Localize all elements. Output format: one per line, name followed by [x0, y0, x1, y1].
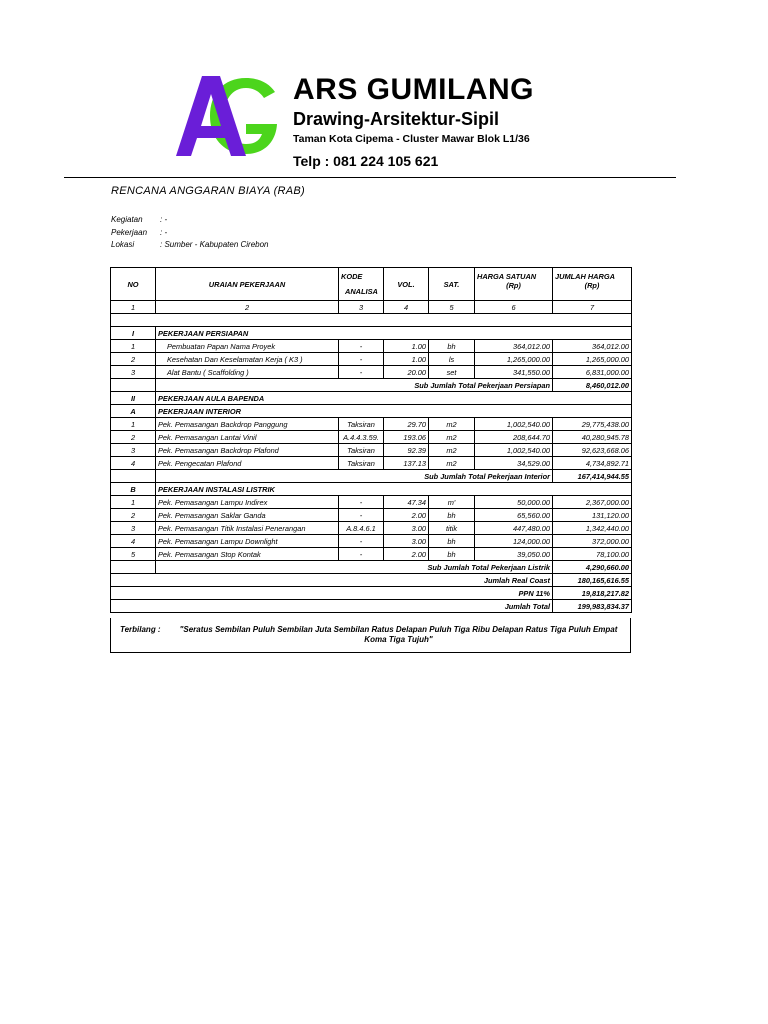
item-volume: 193.06: [384, 431, 429, 444]
company-phone: Telp : 081 224 105 621: [293, 153, 439, 169]
meta-row-kegiatan: [111, 214, 269, 227]
item-unit-price: 65,560.00: [475, 509, 553, 522]
rab-table-body: [111, 314, 632, 613]
total-row: [111, 600, 632, 613]
section-row: [111, 483, 632, 496]
section-row: [111, 392, 632, 405]
item-description: Pek. Pemasangan Backdrop Plafond: [156, 444, 339, 457]
item-unit-price: 124,000.00: [475, 535, 553, 548]
section-label: PEKERJAAN AULA BAPENDA: [156, 392, 632, 405]
item-kode: Taksiran: [339, 444, 384, 457]
table-row: [111, 548, 632, 561]
meta-label: Kegiatan: [111, 215, 143, 224]
total-label: PPN 11%: [111, 587, 553, 600]
col-header-jumlah: [553, 268, 632, 301]
item-description: Pek. Pemasangan Lampu Indirex: [156, 496, 339, 509]
item-volume: 1.00: [384, 353, 429, 366]
company-address: Taman Kota Cipema - Cluster Mawar Blok L1/36: [293, 133, 530, 145]
company-name: ARS GUMILANG: [293, 73, 534, 106]
empty-cell: [111, 379, 156, 392]
section-label: PEKERJAAN PERSIAPAN: [156, 327, 632, 340]
meta-value: : -: [160, 215, 168, 224]
total-value: 199,983,834.37: [553, 600, 632, 613]
total-row: [111, 574, 632, 587]
item-kode: -: [339, 509, 384, 522]
subtotal-row: [111, 561, 632, 574]
item-unit: bh: [429, 340, 475, 353]
table-row: [111, 457, 632, 470]
item-total: 364,012.00: [553, 340, 632, 353]
item-unit-price: 208,644.70: [475, 431, 553, 444]
col-header-no: NO: [111, 268, 156, 301]
item-number: 4: [111, 535, 156, 548]
item-kode: -: [339, 340, 384, 353]
item-unit: m2: [429, 431, 475, 444]
col-number: 5: [429, 301, 475, 314]
item-volume: 20.00: [384, 366, 429, 379]
item-number: 1: [111, 418, 156, 431]
table-row: [111, 444, 632, 457]
item-unit: ls: [429, 353, 475, 366]
col-number: 1: [111, 301, 156, 314]
subtotal-row: [111, 379, 632, 392]
item-number: 2: [111, 353, 156, 366]
section-row: [111, 327, 632, 340]
total-value: 19,818,217.82: [553, 587, 632, 600]
item-total: 131,120.00: [553, 509, 632, 522]
item-unit-price: 447,480.00: [475, 522, 553, 535]
item-number: 1: [111, 496, 156, 509]
item-description: Pek. Pemasangan Backdrop Panggung: [156, 418, 339, 431]
col-header-jumlah-line1: JUMLAH HARGA: [555, 272, 615, 281]
section-label: PEKERJAAN INSTALASI LISTRIK: [156, 483, 632, 496]
item-kode: A.4.4.3.59.: [339, 431, 384, 444]
item-unit: bh: [429, 548, 475, 561]
table-row: [111, 509, 632, 522]
item-unit-price: 341,550.00: [475, 366, 553, 379]
item-unit: m2: [429, 418, 475, 431]
item-number: 3: [111, 444, 156, 457]
col-header-sat: SAT.: [429, 268, 475, 301]
item-volume: 2.00: [384, 509, 429, 522]
subtotal-label: Sub Jumlah Total Pekerjaan Listrik: [156, 561, 553, 574]
col-header-kode-line2: ANALISA: [345, 287, 378, 296]
item-volume: 47.34: [384, 496, 429, 509]
item-unit-price: 364,012.00: [475, 340, 553, 353]
table-header-row: [111, 268, 632, 301]
item-total: 40,280,945.78: [553, 431, 632, 444]
item-unit: m2: [429, 444, 475, 457]
item-unit: set: [429, 366, 475, 379]
terbilang-label: Terbilang :: [120, 625, 161, 634]
section-number: B: [111, 483, 156, 496]
item-kode: -: [339, 535, 384, 548]
col-header-jumlah-line2: (Rp): [584, 281, 600, 290]
item-volume: 3.00: [384, 535, 429, 548]
item-unit: bh: [429, 535, 475, 548]
item-volume: 29.70: [384, 418, 429, 431]
col-header-kode-line1: KODE: [341, 272, 363, 281]
header-divider: [64, 177, 676, 178]
document-title: RENCANA ANGGARAN BIAYA (RAB): [111, 185, 306, 197]
item-number: 1: [111, 340, 156, 353]
item-number: 3: [111, 522, 156, 535]
empty-cell: [111, 561, 156, 574]
item-number: 2: [111, 431, 156, 444]
section-label: PEKERJAAN INTERIOR: [156, 405, 632, 418]
item-total: 6,831,000.00: [553, 366, 632, 379]
meta-row-lokasi: [111, 239, 269, 252]
total-value: 180,165,616.55: [553, 574, 632, 587]
table-row: [111, 366, 632, 379]
total-label: Jumlah Total: [111, 600, 553, 613]
item-description: Pek. Pemasangan Lampu Downlight: [156, 535, 339, 548]
blank-cell: [111, 314, 632, 327]
item-volume: 2.00: [384, 548, 429, 561]
item-unit: m': [429, 496, 475, 509]
item-volume: 92.39: [384, 444, 429, 457]
item-unit-price: 1,002,540.00: [475, 444, 553, 457]
item-description: Pek. Pemasangan Lantai Vinil: [156, 431, 339, 444]
section-number: A: [111, 405, 156, 418]
item-unit-price: 50,000.00: [475, 496, 553, 509]
terbilang-box: [110, 618, 631, 653]
item-number: 5: [111, 548, 156, 561]
section-row: [111, 405, 632, 418]
total-label: Jumlah Real Coast: [111, 574, 553, 587]
company-tagline: Drawing-Arsitektur-Sipil: [293, 109, 500, 129]
company-info: [293, 74, 534, 170]
item-total: 92,623,668.06: [553, 444, 632, 457]
meta-value: : -: [160, 227, 168, 237]
rab-table: [110, 267, 632, 613]
company-logo-icon: [168, 72, 280, 160]
item-unit-price: 1,265,000.00: [475, 353, 553, 366]
col-number: 2: [156, 301, 339, 314]
section-number: I: [111, 327, 156, 340]
empty-cell: [111, 470, 156, 483]
item-unit-price: 34,529.00: [475, 457, 553, 470]
item-description: Pek. Pemasangan Titik Instalasi Penerangan: [156, 522, 339, 535]
table-row: [111, 522, 632, 535]
section-number: II: [111, 392, 156, 405]
col-number: 7: [553, 301, 632, 314]
col-header-kode: [339, 268, 384, 301]
item-description: Pek. Pemasangan Stop Kontak: [156, 548, 339, 561]
item-kode: Taksiran: [339, 418, 384, 431]
item-total: 4,734,892.71: [553, 457, 632, 470]
item-unit-price: 1,002,540.00: [475, 418, 553, 431]
item-total: 78,100.00: [553, 548, 632, 561]
col-header-harga: [475, 268, 553, 301]
col-number: 3: [339, 301, 384, 314]
item-kode: -: [339, 548, 384, 561]
item-unit: bh: [429, 509, 475, 522]
item-description: Pembuatan Papan Nama Proyek: [156, 340, 339, 353]
item-total: 1,265,000.00: [553, 353, 632, 366]
table-row: [111, 535, 632, 548]
item-volume: 3.00: [384, 522, 429, 535]
table-row: [111, 353, 632, 366]
meta-value: : Sumber - Kabupaten Cirebon: [160, 240, 269, 249]
table-row: [111, 340, 632, 353]
col-header-harga-line2: (Rp): [506, 281, 521, 290]
col-header-harga-line1: HARGA SATUAN: [477, 272, 537, 281]
project-meta: [111, 214, 269, 252]
column-number-row: [111, 301, 632, 314]
subtotal-value: 4,290,660.00: [553, 561, 632, 574]
item-description: Pek. Pengecatan Plafond: [156, 457, 339, 470]
item-number: 3: [111, 366, 156, 379]
item-description: Kesehatan Dan Keselamatan Kerja ( K3 ): [156, 353, 339, 366]
subtotal-label: Sub Jumlah Total Pekerjaan Interior: [156, 470, 553, 483]
meta-label: Pekerjaan: [111, 227, 148, 237]
item-number: 4: [111, 457, 156, 470]
table-row: [111, 496, 632, 509]
col-header-uraian: URAIAN PEKERJAAN: [156, 268, 339, 301]
item-kode: A.8.4.6.1: [339, 522, 384, 535]
item-total: 1,342,440.00: [553, 522, 632, 535]
subtotal-label: Sub Jumlah Total Pekerjaan Persiapan: [156, 379, 553, 392]
total-row: [111, 587, 632, 600]
subtotal-value: 167,414,944.55: [553, 470, 632, 483]
item-kode: -: [339, 353, 384, 366]
terbilang-text: "Seratus Sembilan Puluh Sembilan Juta Sembilan Ratus Delapan Puluh Tiga Ribu Delapan Ratus Tiga Puluh Empat Koma Tiga Tujuh": [179, 625, 618, 644]
col-header-vol: VOL.: [384, 268, 429, 301]
blank-row: [111, 314, 632, 327]
item-kode: -: [339, 366, 384, 379]
meta-label: Lokasi: [111, 240, 135, 249]
item-volume: 137.13: [384, 457, 429, 470]
item-total: 29,775,438.00: [553, 418, 632, 431]
item-kode: -: [339, 496, 384, 509]
item-unit: titik: [429, 522, 475, 535]
item-description: Pek. Pemasangan Saklar Ganda: [156, 509, 339, 522]
item-unit-price: 39,050.00: [475, 548, 553, 561]
item-total: 2,367,000.00: [553, 496, 632, 509]
subtotal-value: 8,460,012.00: [553, 379, 632, 392]
col-number: 4: [384, 301, 429, 314]
table-row: [111, 418, 632, 431]
item-total: 372,000.00: [553, 535, 632, 548]
item-volume: 1.00: [384, 340, 429, 353]
subtotal-row: [111, 470, 632, 483]
table-row: [111, 431, 632, 444]
item-number: 2: [111, 509, 156, 522]
item-unit: m2: [429, 457, 475, 470]
col-number: 6: [475, 301, 553, 314]
item-description: Alat Bantu ( Scaffolding ): [156, 366, 339, 379]
meta-row-pekerjaan: [111, 227, 269, 240]
item-kode: Taksiran: [339, 457, 384, 470]
